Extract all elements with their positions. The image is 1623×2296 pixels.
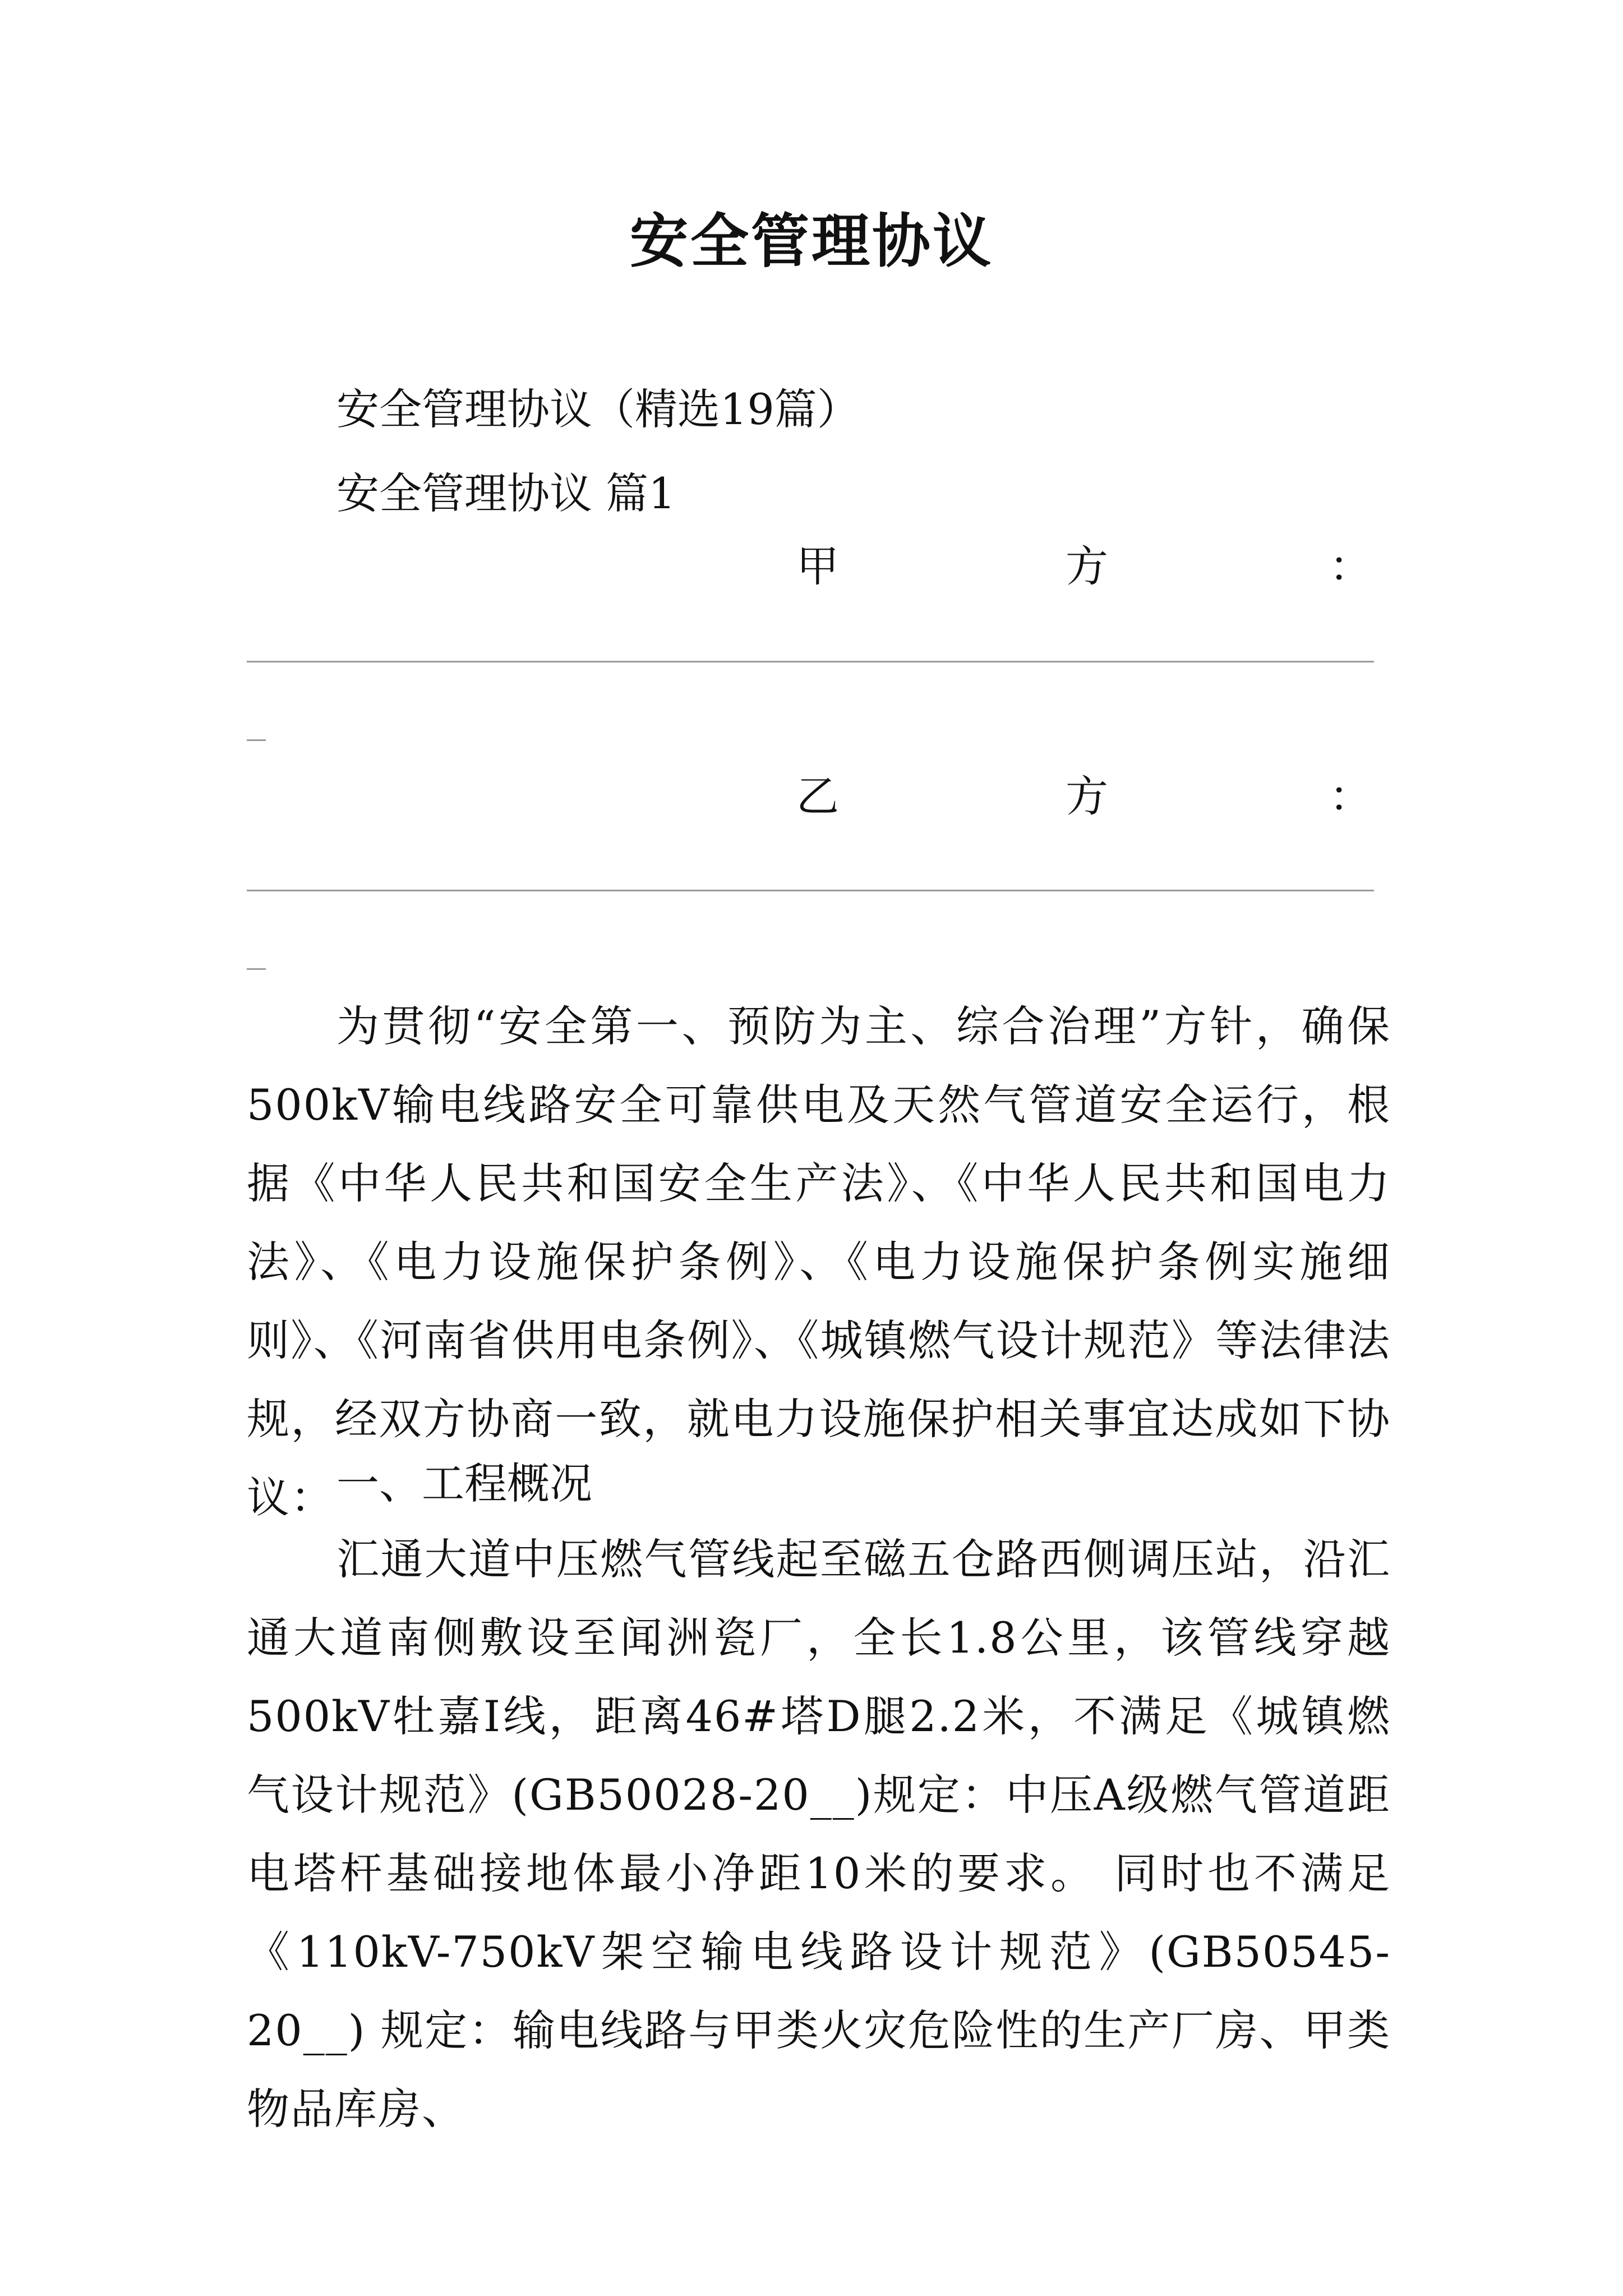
party-b-blank-line: [247, 890, 1374, 891]
section1-heading: 一、工程概况: [336, 1458, 592, 1508]
party-b-char2: 方: [1066, 771, 1108, 821]
party-a-char2: 方: [1066, 541, 1108, 591]
section1-paragraph: 汇通大道中压燃气管线起至磁五仓路西侧调压站，沿汇通大道南侧敷设至闻洲瓷厂，全长1.8公里，该管线穿越500kV牡嘉Ⅰ线，距离46#塔D腿2.2米，不满足《城镇燃气设计规范》(GB50028-20__)规定：中压A级燃气管道距电塔杆基础接地体最小净距10米的要求。 同时也不满足《110kV-750kV架空输电线路设计规范》(GB50545-20__) 规定：输电线路与甲类火灾危险性的生产厂房、甲类物品库房、: [247, 1534, 1391, 2134]
party-a-blank-dash: [247, 739, 266, 741]
intro-paragraph: 为贯彻“安全第一、预防为主、综合治理”方针，确保500kV输电线路安全可靠供电及天然气管道安全运行，根据《中华人民共和国安全生产法》、《中华人民共和国电力法》、《电力设施保护条例》、《电力设施保护条例实施细则》、《河南省供用电条例》、《城镇燃气设计规范》等法律法规，经双方协商一致，就电力设施保护相关事宜达成如下协议：: [247, 1001, 1391, 1522]
party-b-char1: 乙: [796, 771, 839, 821]
party-b-colon: ：: [1329, 771, 1372, 821]
document-title: 安全管理协议: [629, 206, 993, 275]
section-heading: 安全管理协议 篇1: [336, 468, 676, 518]
party-a-colon: ：: [1329, 541, 1372, 591]
party-a-blank-line: [247, 661, 1374, 662]
party-b-blank-dash: [247, 968, 266, 970]
party-a-char1: 甲: [796, 541, 839, 591]
document-subtitle: 安全管理协议（精选19篇）: [336, 384, 860, 434]
